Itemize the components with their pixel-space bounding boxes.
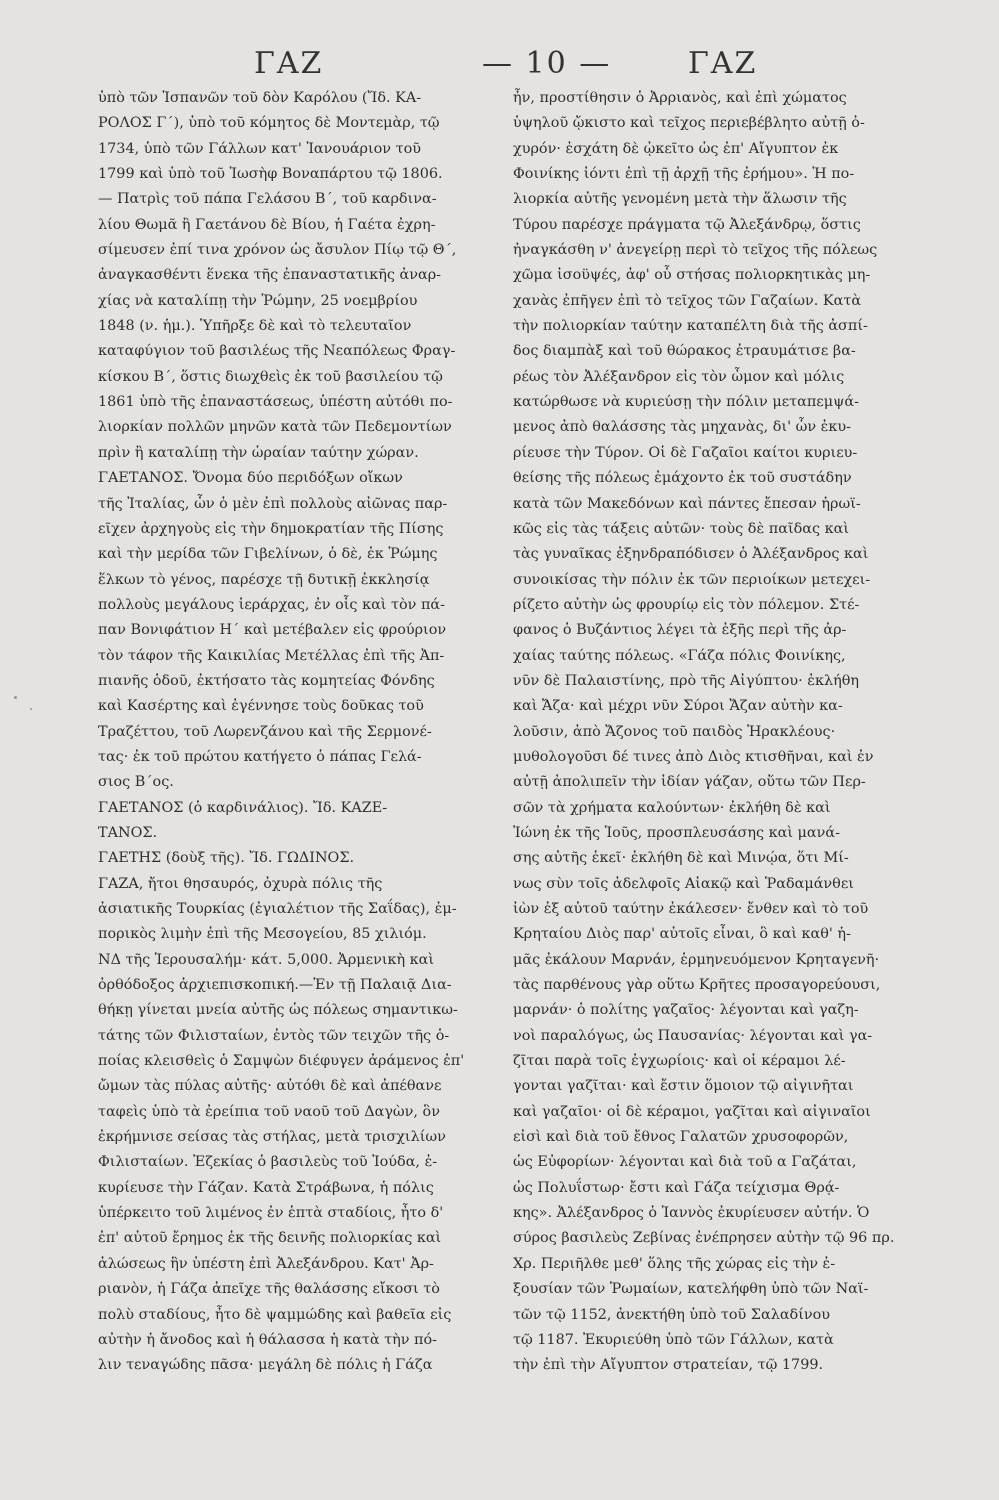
left-column-text-line: Φιλισταίων. Ἐζεκίας ὁ βασιλεὺς τοῦ Ἰούδα, ἐ- (98, 1154, 438, 1171)
left-column-text-line: σίμευσεν ἐπί τινα χρόνον ὡς ἄσυλον Πίῳ τῷ Θ΄, (98, 242, 457, 259)
right-column-text-line: νῦν δὲ Παλαιστίνης, πρὸ τῆς Αἰγύπτου· ἐκλήθη (513, 672, 860, 689)
left-column-text-line: λίου Θωμᾶ ἢ Γαετάνου δὲ Βίου, ἡ Γαέτα ἐχρη- (98, 216, 436, 233)
left-column-text-line: ἐπ' αὐτοῦ ἔρημος ἐκ τῆς δεινῆς πολιορκίας καὶ (98, 1230, 442, 1247)
right-column-text-line: γονται γαζῖται· καὶ ἔστιν ὅμοιον τῷ αἰγινῆται (513, 1078, 854, 1095)
right-column-text-line: νοὶ παραλόγως, ὡς Παυσανίας· λέγονται καὶ γα- (513, 1027, 873, 1044)
right-column-text-line: ρέως τὸν Ἀλέξανδρον εἰς τὸν ὦμον καὶ μόλις (513, 368, 845, 385)
right-column-text-line: σύρος βασιλεὺς Ζεβίνας ἐνέπρησεν αὐτὴν τῷ 96 πρ. (513, 1230, 895, 1247)
left-column-text-line: λιν τεναγώδης πᾶσα· μεγάλη δὲ πόλις ἡ Γάζα (98, 1357, 433, 1374)
left-column-text-line: ΓΑΕΤΗΣ (δοὺξ τῆς). Ἴδ. ΓΩΔΙΝΟΣ. (98, 850, 355, 867)
right-column-text-line: ὑψηλοῦ ᾤκιστο καὶ τεῖχος περιεβέβλητο αὐτῇ ὀ- (513, 115, 865, 132)
left-column-text-line: σιος Β΄ος. (98, 774, 174, 791)
right-column-text-line: κατώρθωσε νὰ κυριεύσῃ τὴν πόλιν μεταπεμψά- (513, 394, 859, 411)
left-column-text-line: τας· ἐκ τοῦ πρώτου κατήγετο ὁ πάπας Γελά- (98, 748, 422, 765)
right-column-text-line: χανὰς ἐπῆγεν ἐπὶ τὸ τεῖχος τῶν Γαζαίων. Κατὰ (513, 292, 862, 309)
left-column-text-line: ἐκρήμνισε σείσας τὰς στήλας, μετὰ τρισχιλίων (98, 1129, 446, 1146)
left-column-text-line: κυρίευσε τὴν Γάζαν. Κατὰ Στράβωνα, ἡ πόλις (98, 1179, 434, 1196)
right-column-text-line: Κρηταίου Διὸς παρ' αὐτοῖς εἶναι, ὃ καὶ καθ' ἡ- (513, 926, 851, 943)
right-column-text-line: τῶν τῷ 1152, ἀνεκτήθη ὑπὸ τοῦ Σαλαδίνου (513, 1306, 831, 1323)
right-column-text-line: λοῦσιν, ἀπὸ Ἄζονος τοῦ παιδὸς Ἡρακλέους· (513, 723, 836, 740)
right-column-text-line: Τύρου παρέσχε πράγματα τῷ Ἀλεξάνδρῳ, ὅστις (513, 216, 861, 233)
right-column-text-line: ζῖται παρὰ τοῖς ἐγχωρίοις· καὶ οἱ κέραμοι λέ- (513, 1053, 846, 1070)
left-column-text-line: τὸν τάφον τῆς Καικιλίας Μετέλλας ἐπὶ τῆς Ἀπ- (98, 647, 445, 664)
left-column-text-line: παν Βονιφάτιον Η΄ καὶ μετέβαλεν εἰς φρούριον (98, 622, 447, 639)
left-column-text-line: τάτης τῶν Φιλισταίων, ἐντὸς τῶν τειχῶν τῆς ὁ- (98, 1027, 450, 1044)
right-column-text-line: κατὰ τῶν Μακεδόνων καὶ πάντες ἔπεσαν ἡρωϊ- (513, 495, 861, 512)
right-column-text-line: μενος ἀπὸ θαλάσσης τὰς μηχανὰς, δι' ὧν ἐκυ- (513, 419, 852, 436)
left-column-text-line: 1799 καὶ ὑπὸ τοῦ Ἰωσὴφ Βοναπάρτου τῷ 1806. (98, 166, 443, 183)
left-column-text-line: 1848 (ν. ἡμ.). Ὑπῆρξε δὲ καὶ τὸ τελευταῖον (98, 318, 412, 335)
left-column-text-line: ποίας κλεισθεὶς ὁ Σαμψὼν διέφυγεν ἀράμενος ἐπ' (98, 1053, 465, 1070)
left-column-text-line: ΝΔ τῆς Ἱερουσαλήμ· κάτ. 5,000. Ἀρμενικὴ καὶ (98, 951, 435, 968)
left-column-text-line: ΤΑΝΟΣ. (98, 824, 158, 841)
left-column-text-line: καταφύγιον τοῦ βασιλέως τῆς Νεαπόλεως Φραγ- (98, 343, 456, 360)
left-column-text-line: ΓΑΕΤΑΝΟΣ (ὁ καρδινάλιος). Ἴδ. ΚΑΖΕ- (98, 799, 388, 816)
right-column-text-line: τὰς παρθένους γὰρ οὕτω Κρῆτες προσαγορεύουσι, (513, 977, 881, 994)
right-column-text-line: σης αὐτῆς ἐκεῖ· ἐκλήθη δὲ καὶ Μινῴα, ὅτι Μί- (513, 850, 849, 867)
right-column-text-line: ἦν, προστίθησιν ὁ Ἀρριανὸς, καὶ ἐπὶ χώματος (513, 90, 847, 106)
right-column-text-line: μυθολογοῦσι δέ τινες ἀπὸ Διὸς κτισθῆναι, καὶ ἐν (513, 748, 874, 765)
right-column-text-line: φανος ὁ Βυζάντιος λέγει τὰ ἑξῆς περὶ τῆς ἀρ- (513, 622, 847, 639)
left-column-text-line: πολὺ σταδίους, ἦτο δὲ ψαμμώδης καὶ βαθεῖα εἰς (98, 1306, 452, 1323)
right-column-text-line: ρίζετο αὐτὴν ὡς φρουρίῳ εἰς τὸν πόλεμον. Στέ- (513, 596, 860, 613)
left-column-text-line: λιορκίαν πολλῶν μηνῶν κατὰ τῶν Πεδεμοντίων (98, 419, 452, 436)
left-column-text-line: ὑπὸ τῶν Ἱσπανῶν τοῦ δὸν Καρόλου (Ἴδ. ΚΑ- (98, 90, 422, 106)
left-column-text-line: ἀσιατικῆς Τουρκίας (ἐγιαλέτιον τῆς Σαΐδας), ἐμ- (98, 901, 457, 917)
right-column-text-line: χῶμα ἰσοϋψές, ἀφ' οὗ στήσας πολιορκητικὰς μη- (513, 267, 871, 284)
left-column-text-line: ριανὸν, ἡ Γάζα ἀπεῖχε τῆς θαλάσσης εἴκοσι τὸ (98, 1281, 440, 1298)
left-column-text-line: πολλοὺς μεγάλους ἱεράρχας, ἐν οἷς καὶ τὸν πά- (98, 596, 445, 613)
left-column-text-line: — Πατρὶς τοῦ πάπα Γελάσου Β΄, τοῦ καρδινα- (98, 191, 437, 208)
right-column-text-line: Φοινίκης ἰόντι ἐπὶ τῇ ἀρχῇ τῆς ἐρήμου». Ἡ πο- (513, 166, 855, 183)
right-column-text-line: χαίας ταύτης πόλεως. «Γάζα πόλις Φοινίκης, (513, 647, 846, 664)
left-column-text-line: καὶ Κασέρτης καὶ ἐγέννησε τοὺς δοῦκας τοῦ (98, 698, 424, 715)
left-column-text-line: ὀρθόδοξος ἀρχιεπισκοπική.—Ἐν τῇ Παλαιᾷ Δια- (98, 977, 452, 994)
left-column-text-line: ὤμων τὰς πύλας αὐτῆς· αὐτόθι δὲ καὶ ἀπέθανε (98, 1078, 442, 1095)
right-column-text-line: μαρνάν· ὁ πολίτης γαζαῖος· λέγονται καὶ γαζη- (513, 1002, 859, 1019)
left-column (98, 86, 473, 1379)
left-column-text-line: ἕλκων τὸ γένος, παρέσχε τῇ δυτικῇ ἐκκλησίᾳ (98, 571, 430, 588)
right-column-text-line: σῶν τὰ χρήματα καλούντων· ἐκλήθη δὲ καὶ (513, 799, 831, 816)
left-column-text-line: 1734, ὑπὸ τῶν Γάλλων κατ' Ἰανουάριον τοῦ (98, 140, 421, 157)
page-header (98, 46, 918, 86)
left-column-text-line: καὶ τὴν μερίδα τῶν Γιβελίνων, ὁ δὲ, ἐκ Ῥώμης (98, 546, 438, 563)
paper-speck (30, 708, 32, 710)
left-column-text-line: κίσκου Β΄, ὅστις διωχθεὶς ἐκ τοῦ βασιλείου τῷ (98, 368, 443, 385)
left-column-text-line: πρὶν ἢ καταλίπῃ τὴν ὡραίαν ταύτην χώραν. (98, 444, 419, 461)
right-column-text-line: ἠναγκάσθη ν' ἀνεγείρῃ περὶ τὸ τεῖχος τῆς πόλεως (513, 242, 878, 259)
right-column-text-line: συνοικίσας τὴν πόλιν ἐκ τῶν περιοίκων μετεχει- (513, 571, 871, 588)
right-column-text-line: καὶ Ἄζα· καὶ μέχρι νῦν Σύροι Ἄζαν αὐτὴν κα- (513, 698, 843, 715)
right-column-text-line: καὶ γαζαῖοι· οἱ δὲ κέραμοι, γαζῖται καὶ αἰγιναῖοι (513, 1103, 871, 1120)
page-number: — 10 — (482, 46, 612, 81)
right-column-text-line: τὰς γυναῖκας ἐξηνδραπόδισεν ὁ Ἀλέξανδρος καὶ (513, 546, 869, 563)
right-column-text-line: ὡς Εὐφορίων· λέγονται καὶ διὰ τοῦ α Γαζάται, (513, 1154, 857, 1171)
left-column-text-line: θήκῃ γίνεται μνεία αὐτῆς ὡς πόλεως σημαντικω- (98, 1002, 458, 1019)
right-column-text-line: Χρ. Περιῆλθε μεθ' ὅλης τῆς χώρας εἰς τὴν ἐ- (513, 1255, 836, 1272)
left-column-text-line: χίας νὰ καταλίπῃ τὴν Ῥώμην, 25 νοεμβρίου (98, 292, 418, 309)
right-column-text-line: ξουσίαν τῶν Ῥωμαίων, κατελήφθη ὑπὸ τῶν Ναϊ- (513, 1281, 869, 1298)
right-column-text-line: μᾶς ἐκάλουν Μαρνάν, ἑρμηνευόμενον Κρηταγενῆ· (513, 951, 880, 968)
left-column-text-line: ἀναγκασθέντι ἕνεκα τῆς ἐπαναστατικῆς ἀναρ- (98, 267, 442, 284)
left-column-text-line: εῖχεν ἀρχηγοὺς εἰς τὴν δημοκρατίαν τῆς Πίσης (98, 520, 444, 537)
left-column-text-line: 1861 ὑπὸ τῆς ἐπαναστάσεως, ὑπέστη αὐτόθι πο- (98, 394, 453, 411)
left-column-text-line: ΓΑΕΤΑΝΟΣ. Ὄνομα δύο περιδόξων οἴκων (98, 470, 403, 487)
left-column-text-line: ὑπέρκειτο τοῦ λιμένος ἐν ἑπτὰ σταδίοις, ἦτο δ' (98, 1205, 444, 1222)
left-column-text-line: Τραζέττου, τοῦ Λωρενζάνου καὶ τῆς Σερμονέ- (98, 723, 432, 740)
right-column-text-line: ἰὼν ἐξ αὐτοῦ ταύτην ἐκάλεσεν· ἔνθεν καὶ τὸ τοῦ (513, 901, 869, 917)
right-column-text-line: τῷ 1187. Ἐκυριεύθη ὑπὸ τῶν Γάλλων, κατὰ (513, 1331, 834, 1348)
left-column-text-line: ταφεὶς ὑπὸ τὰ ἐρείπια τοῦ ναοῦ τοῦ Δαγὼν, ὃν (98, 1103, 440, 1120)
right-column-text-line: δος διαμπὰξ καὶ τοῦ θώρακος ἐτραυμάτισε βα- (513, 343, 856, 360)
right-column-text-line: τὴν ἐπὶ τὴν Αἴγυπτον στρατείαν, τῷ 1799. (513, 1357, 824, 1374)
left-column-text-line: ΡΟΛΟΣ Γ΄), ὑπὸ τοῦ κόμητος δὲ Μοντεμὰρ, τῷ (98, 115, 440, 132)
left-column-text-line: πιανῆς ὁδοῦ, ἐκτήσατο τὰς κομητείας Φόνδης (98, 672, 435, 689)
right-column-text-line: εἰσὶ καὶ διὰ τοῦ ἔθνος Γαλατῶν χρυσοφορῶν, (513, 1129, 849, 1146)
right-column-text-line: ὡς Πολυΐστωρ· ἔστι καὶ Γάζα τείχισμα Θρᾴ- (513, 1179, 840, 1196)
right-column-text-line: θείσης τῆς πόλεως ἐμάχοντο ἐκ τοῦ συστάδην (513, 470, 852, 487)
left-column-text-line: ἁλώσεως ἣν ὑπέστη ἐπὶ Ἀλεξάνδρου. Κατ' Ἀρ- (98, 1255, 434, 1272)
right-column-text-line: κῶς εἰς τὰς τάξεις αὐτῶν· τοὺς δὲ παῖδας καὶ (513, 520, 849, 537)
left-column-text-line: ΓΑΖΑ, ἤτοι θησαυρός, ὀχυρὰ πόλις τῆς (98, 875, 383, 892)
left-column-text-line: πορικὸς λιμὴν ἐπὶ τῆς Μεσογείου, 85 χιλιόμ. (98, 926, 427, 943)
right-column-text-line: Ἰώνη ἐκ τῆς Ἰοῦς, προσπλευσάσης καὶ μανά- (513, 824, 840, 841)
right-column-text-line: αὐτῇ ἀπολιπεῖν τὴν ἰδίαν γάζαν, οὕτω τῶν Περ- (513, 774, 866, 791)
paper-speck (14, 696, 17, 699)
right-column-text-line: ρίευσε τὴν Τύρον. Οἱ δὲ Γαζαῖοι καίτοι κυριευ- (513, 444, 858, 461)
right-column-text-line: λιορκία αὐτῆς γενομένη μετὰ τὴν ἅλωσιν τῆς (513, 191, 847, 208)
right-column (513, 86, 895, 1379)
header-left-keyword: ΓΑΖ (254, 46, 324, 81)
header-right-keyword: ΓΑΖ (688, 46, 758, 81)
left-column-text-line: αὐτὴν ἡ ἄνοδος καὶ ἡ θάλασσα ἡ κατὰ τὴν πό- (98, 1331, 437, 1348)
right-column-text-line: νως σὺν τοῖς ἀδελφοῖς Αἰακῷ καὶ Ῥαδαμάνθει (513, 875, 854, 892)
right-column-text-line: τὴν πολιορκίαν ταύτην καταπέλτη διὰ τῆς ἀσπί- (513, 318, 868, 335)
right-column-text-line: κης». Ἀλέξανδρος ὁ Ἰαννὸς ἐκυρίευσεν αὐτήν. Ὁ (513, 1205, 870, 1222)
left-column-text-line: τῆς Ἰταλίας, ὧν ὁ μὲν ἐπὶ πολλοὺς αἰῶνας παρ- (98, 495, 448, 512)
right-column-text-line: χυρόν· ἐσχάτη δὲ ᾠκεῖτο ὡς ἐπ' Αἴγυπτον ἐκ (513, 140, 839, 157)
